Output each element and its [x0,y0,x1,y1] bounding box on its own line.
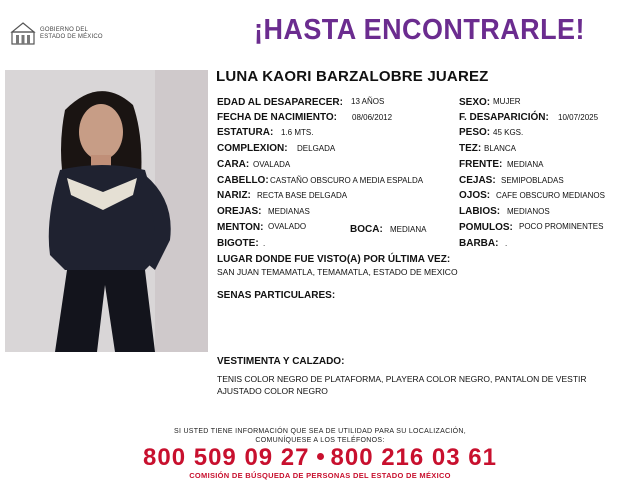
missing-person-photo [5,70,208,352]
fecha-nacimiento-label: FECHA DE NACIMIENTO: [217,112,337,123]
boca-value: MEDIANA [390,225,427,234]
peso-value: 45 KGS. [493,128,524,137]
cara-value: OVALADA [253,160,291,169]
sexo-label: SEXO: [459,97,491,108]
frente-value: MEDIANA [507,160,544,169]
person-name: LUNA KAORI BARZALOBRE JUAREZ [216,68,489,85]
frente-label: FRENTE: [459,159,503,170]
menton-value: OVALADO [268,222,307,231]
separator-dot-icon [317,453,324,460]
person-photo-icon [5,70,208,352]
labios-label: LABIOS: [459,206,501,217]
ojos-label: OJOS: [459,190,491,201]
phone-1[interactable]: 800 509 09 27 [143,444,310,471]
complexion-label: COMPLEXION: [217,143,288,154]
banner-title: ¡HASTA ENCONTRARLE! [254,14,585,46]
f-desaparicion-value: 10/07/2025 [558,113,599,122]
pomulos-label: POMULOS: [459,222,513,233]
info-line-2: COMUNÍQUESE A LOS TELÉFONOS: [255,437,385,444]
nariz-label: NARIZ: [217,190,251,201]
senas-label: SENAS PARTICULARES: [217,290,336,301]
vestimenta-label: VESTIMENTA Y CALZADO: [217,356,345,367]
sexo-value: MUJER [493,97,521,106]
cara-label: CARA: [217,159,250,170]
labios-value: MEDIANOS [507,207,550,216]
logo-line-2: ESTADO DE MÉXICO [40,34,103,40]
orejas-label: OREJAS: [217,206,262,217]
cabello-value: CASTAÑO OBSCURO A MEDIA ESPALDA [270,176,424,185]
phone-2[interactable]: 800 216 03 61 [330,444,497,471]
info-line-1: SI USTED TIENE INFORMACIÓN QUE SEA DE UTILIDAD PARA SU LOCALIZACIÓN, [173,428,467,435]
contact-info [0,427,640,445]
boca-label: BOCA: [350,224,383,235]
orejas-value: MEDIANAS [268,207,310,216]
f-desaparicion-label: F. DESAPARICIÓN: [459,112,549,123]
estatura-label: ESTATURA: [217,127,274,138]
commission-name: COMISIÓN DE BÚSQUEDA DE PERSONAS DEL ESTADO DE MÉXICO [189,471,451,480]
tez-label: TEZ: [459,143,482,154]
barba-value: . [505,239,508,248]
complexion-value: DELGADA [297,144,336,153]
logo-text [40,27,103,41]
lugar-label: LUGAR DONDE FUE VISTO(A) POR ÚLTIMA VEZ: [217,254,451,265]
nariz-value: RECTA BASE DELGADA [257,191,348,200]
peso-label: PESO: [459,127,491,138]
pomulos-value: POCO PROMINENTES [519,222,604,231]
phone-numbers [0,444,640,472]
vestimenta-value: TENIS COLOR NEGRO DE PLATAFORMA, PLAYERA COLOR NEGRO, PANTALON DE VESTIR AJUSTADO COLOR NEGRO [217,374,587,396]
menton-label: MENTON: [217,222,264,233]
cejas-label: CEJAS: [459,175,496,186]
barba-label: BARBA: [459,238,499,249]
cabello-label: CABELLO: [217,175,269,186]
logo-line-1: GOBIERNO DEL [40,27,89,33]
fecha-nacimiento-value: 08/06/2012 [352,113,393,122]
edad-value: 13 AÑOS [351,97,385,106]
state-emblem-icon [10,22,36,46]
bigote-value: . [263,239,266,248]
cejas-value: SEMIPOBLADAS [501,176,564,185]
lugar-value: SAN JUAN TEMAMATLA, TEMAMATLA, ESTADO DE MEXICO [217,267,458,277]
government-logo [10,22,103,46]
edad-label: EDAD AL DESAPARECER: [217,97,343,108]
estatura-value: 1.6 MTS. [281,128,314,137]
bigote-label: BIGOTE: [217,238,259,249]
tez-value: BLANCA [484,144,517,153]
ojos-value: CAFE OBSCURO MEDIANOS [496,191,605,200]
